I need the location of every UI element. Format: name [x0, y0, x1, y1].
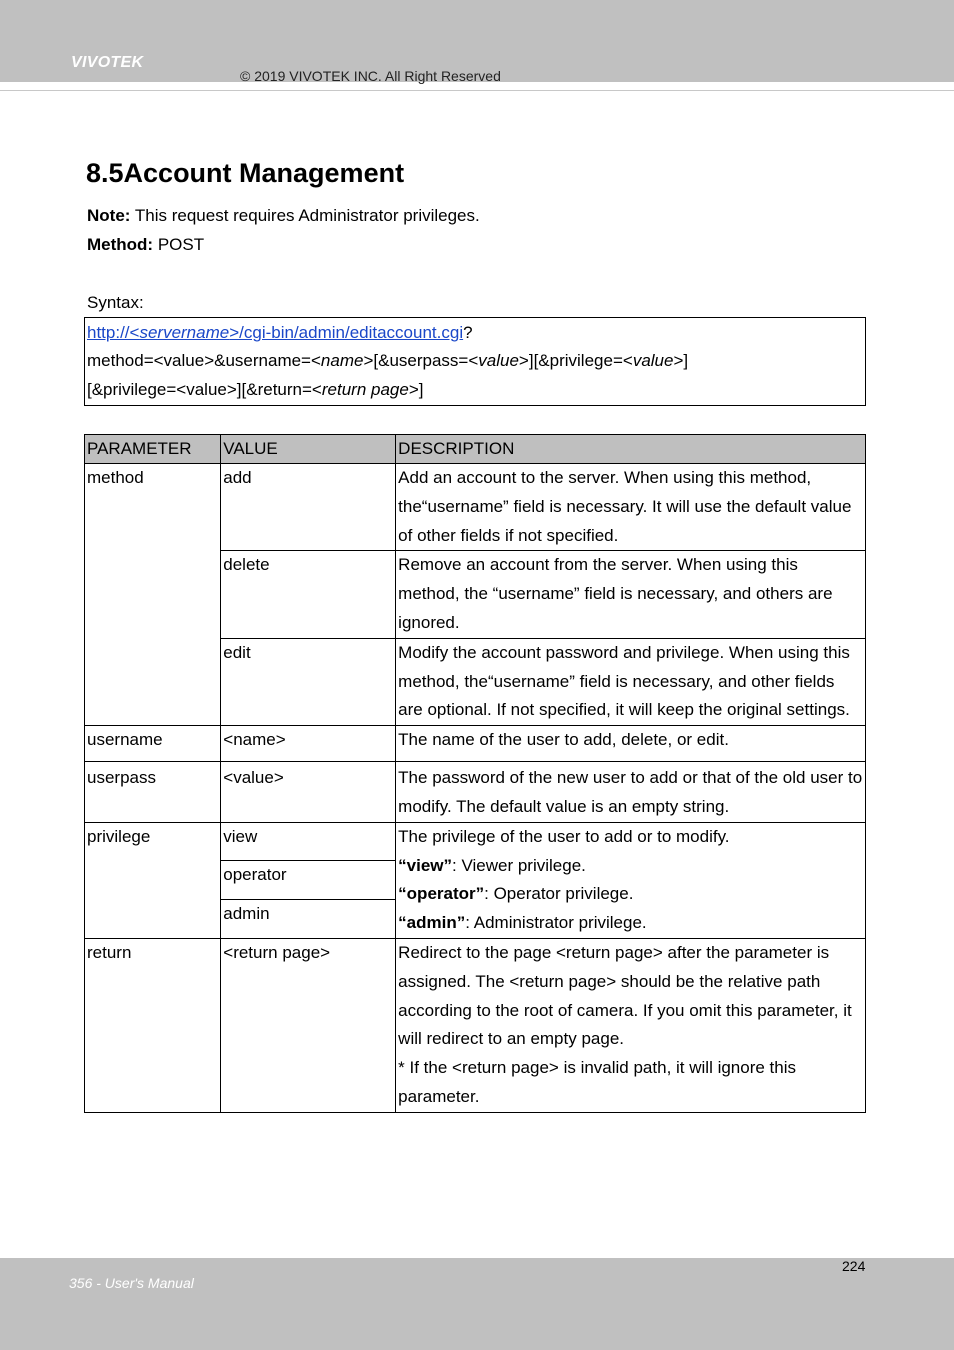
param-userpass: userpass [85, 762, 221, 823]
method-text: POST [153, 235, 205, 254]
note-label: Note: [87, 206, 131, 225]
brand-logo: VIVOTEK [71, 54, 144, 71]
param-username: username [85, 726, 221, 762]
value-username: <name> [221, 726, 396, 762]
header-divider [0, 90, 954, 91]
parameter-table [84, 434, 866, 1113]
value-add: add [221, 464, 396, 551]
table-row [85, 822, 866, 861]
desc-delete: Remove an account from the server. When using this method, the “username” field is necessary, and others are ignored. [396, 551, 866, 638]
note-line [87, 204, 480, 228]
desc-username: The name of the user to add, delete, or edit. [396, 726, 866, 762]
syntax-url-link[interactable]: http://<servername>/cgi-bin/admin/editaccount.cgi [87, 323, 464, 342]
syntax-box [84, 317, 866, 406]
value-delete: delete [221, 551, 396, 638]
section-title: 8.5Account Management [86, 158, 405, 188]
value-view: view [221, 822, 396, 861]
value-admin: admin [221, 900, 396, 939]
syntax-label: Syntax: [87, 293, 144, 312]
syntax-line-2: method=<value>&username=<name>[&userpass=<value>][&privilege=<value>] [87, 351, 689, 370]
method-line [87, 233, 204, 257]
param-method: method [85, 464, 221, 726]
page-footer [0, 1258, 954, 1350]
table-header-row [85, 435, 866, 464]
syntax-line-3: [&privilege=<value>][&return=<return page>] [87, 380, 424, 399]
table-row [85, 762, 866, 823]
desc-return: Redirect to the page <return page> after the parameter is assigned. The <return page> should be the relative path according to the root of camera. If you omit this parameter, it will redirect to an empty page. * If the <return page> is invalid path, it will ignore this parameter. [396, 938, 866, 1112]
value-userpass: <value> [221, 762, 396, 823]
method-label: Method: [87, 235, 154, 254]
table-row [85, 726, 866, 762]
desc-add: Add an account to the server. When using this method, the“username” field is necessary. It will use the default value of other fields if not specified. [396, 464, 866, 551]
page-number: 224 [842, 1258, 866, 1274]
param-return: return [85, 938, 221, 1112]
syntax-line-1: http://<servername>/cgi-bin/admin/editaccount.cgi? [87, 323, 473, 342]
desc-userpass: The password of the new user to add or that of the old user to modify. The default value is an empty string. [396, 762, 866, 823]
value-return: <return page> [221, 938, 396, 1112]
header-parameter: PARAMETER [85, 435, 221, 464]
desc-edit: Modify the account password and privilege. When using this method, the“username” field is necessary, and other fields are optional. If not specified, it will keep the original settings. [396, 638, 866, 725]
footer-manual-text: 356 - User's Manual [69, 1275, 194, 1291]
header-value: VALUE [221, 435, 396, 464]
value-edit: edit [221, 638, 396, 725]
param-privilege: privilege [85, 822, 221, 938]
table-row [85, 464, 866, 551]
value-operator: operator [221, 861, 396, 900]
desc-privilege: The privilege of the user to add or to modify. “view”: Viewer privilege. “operator”: Operator privilege. “admin”: Administrator privilege. [396, 822, 866, 938]
table-row [85, 938, 866, 1112]
note-text: This request requires Administrator privileges. [130, 206, 480, 225]
header-description: DESCRIPTION [396, 435, 866, 464]
copyright-text: © 2019 VIVOTEK INC. All Right Reserved [240, 68, 501, 84]
